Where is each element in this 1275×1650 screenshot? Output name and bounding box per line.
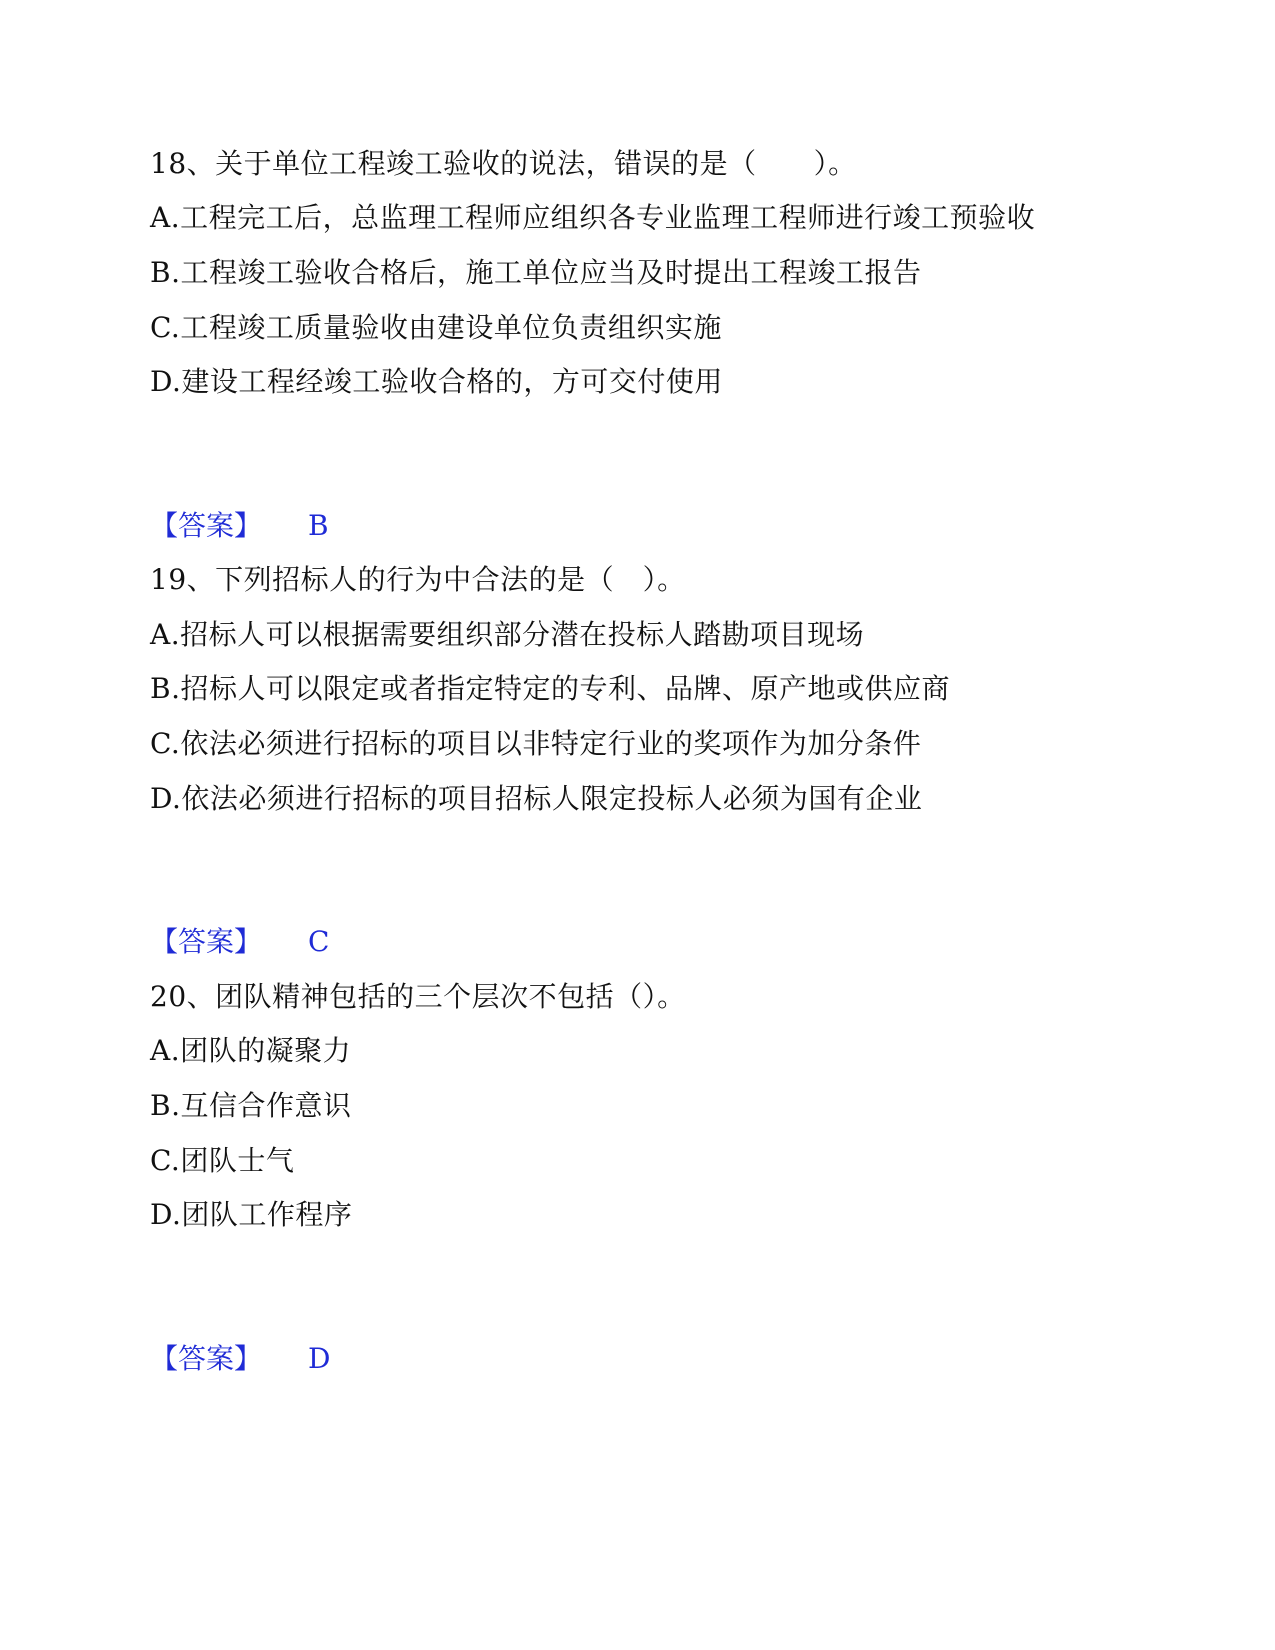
question-19-answer [150,924,330,960]
question-20-option-c: C.团队士气 [150,1144,295,1177]
question-18-option-b: B.工程竣工验收合格后，施工单位应当及时提出工程竣工报告 [150,256,922,289]
question-18-option-d: D.建设工程经竣工验收合格的，方可交付使用 [150,365,723,398]
question-20-answer [150,1341,331,1377]
question-19-option-a: A.招标人可以根据需要组织部分潜在投标人踏勘项目现场 [150,618,865,651]
question-19-option-c: C.依法必须进行招标的项目以非特定行业的奖项作为加分条件 [150,727,922,760]
question-20-stem: 20、团队精神包括的三个层次不包括（）。 [150,980,686,1013]
question-19-option-b: B.招标人可以限定或者指定特定的专利、品牌、原产地或供应商 [150,672,950,705]
answer-label: 【答案】 [150,509,263,542]
answer-value: D [308,1342,331,1375]
question-18-option-a: A.工程完工后，总监理工程师应组织各专业监理工程师进行竣工预验收 [150,201,1036,234]
answer-label: 【答案】 [150,1342,263,1375]
question-19-stem: 19、下列招标人的行为中合法的是（ ）。 [150,563,686,596]
question-18-stem: 18、关于单位工程竣工验收的说法，错误的是（ ）。 [150,147,857,180]
answer-value: C [308,925,330,958]
question-19-option-d: D.依法必须进行招标的项目招标人限定投标人必须为国有企业 [150,782,923,815]
question-20-option-d: D.团队工作程序 [150,1198,353,1231]
question-18-answer [150,508,329,544]
question-18-option-c: C.工程竣工质量验收由建设单位负责组织实施 [150,311,722,344]
answer-value: B [308,509,329,542]
answer-label: 【答案】 [150,925,263,958]
question-20-option-a: A.团队的凝聚力 [150,1034,352,1067]
question-20-option-b: B.互信合作意识 [150,1089,352,1122]
